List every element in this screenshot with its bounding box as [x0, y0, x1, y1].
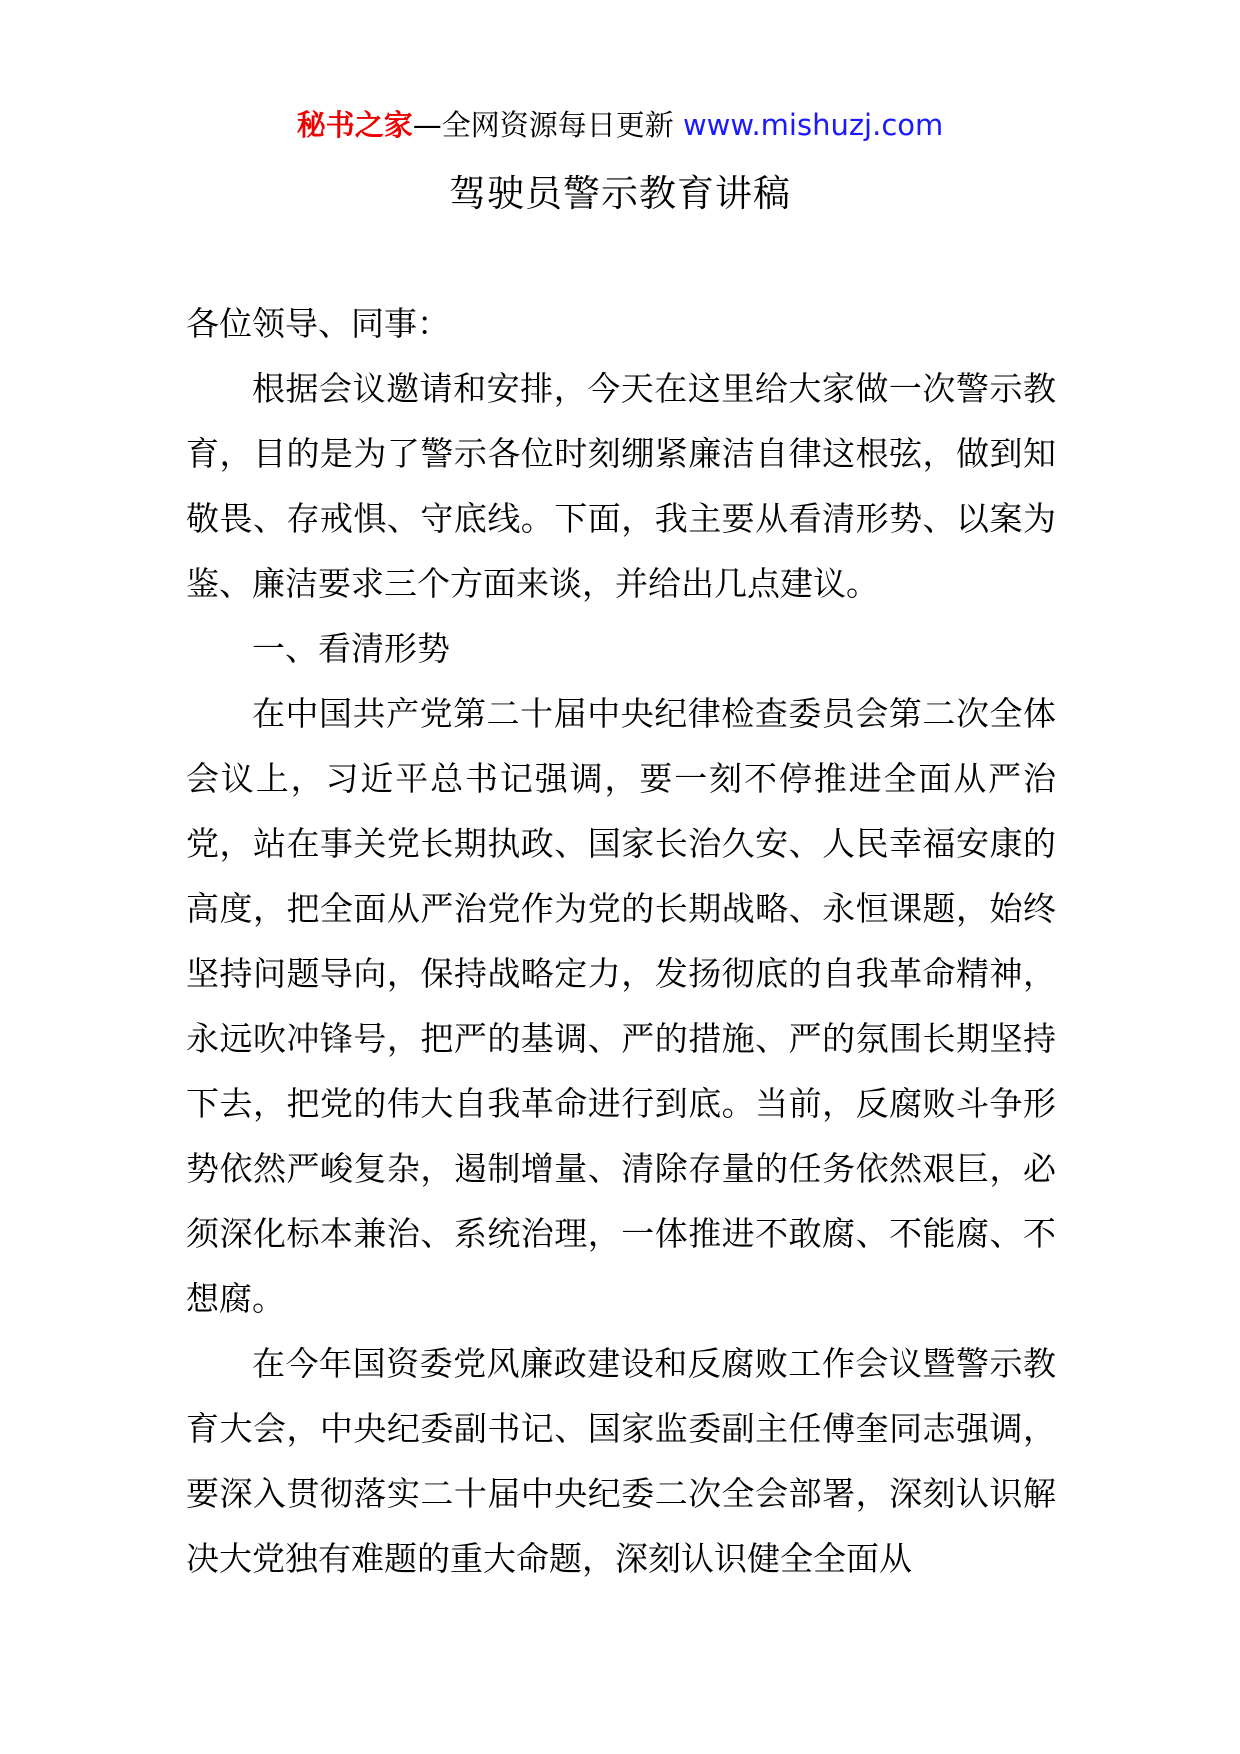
site-tagline: —全网资源每日更新: [412, 108, 683, 142]
site-brand: 秘书之家: [296, 108, 413, 142]
paragraph-intro: 根据会议邀请和安排，今天在这里给大家做一次警示教育，目的是为了警示各位时刻绷紧廉洁自律这根弦，做到知敬畏、存戒惧、守底线。下面，我主要从看清形势、以案为鉴、廉洁要求三个方面来谈，并给出几点建议。: [186, 369, 1056, 603]
paragraph-sasac-meeting: 在今年国资委党风廉政建设和反腐败工作会议暨警示教育大会，中央纪委副书记、国家监委副主任傅奎同志强调，要深入贯彻落实二十届中央纪委二次全会部署，深刻认识解决大党独有难题的重大命题，深刻认识健全全面从: [186, 1344, 1056, 1578]
section-heading-1: 一、看清形势: [252, 629, 450, 668]
site-url-link[interactable]: www.mishuzj.com: [682, 108, 944, 142]
site-header: [0, 103, 1240, 147]
document-body: [186, 291, 1056, 1591]
paragraph-situation: 在中国共产党第二十届中央纪律检查委员会第二次全体会议上，习近平总书记强调，要一刻不停推进全面从严治党，站在事关党长期执政、国家长治久安、人民幸福安康的高度，把全面从严治党作为党的长期战略、永恒课题，始终坚持问题导向，保持战略定力，发扬彻底的自我革命精神，永远吹冲锋号，把严的基调、严的措施、严的氛围长期坚持下去，把党的伟大自我革命进行到底。当前，反腐败斗争形势依然严峻复杂，遏制增量、清除存量的任务依然艰巨，必须深化标本兼治、系统治理，一体推进不敢腐、不能腐、不想腐。: [186, 694, 1056, 1318]
document-title: 驾驶员警示教育讲稿: [449, 172, 791, 215]
greeting: 各位领导、同事：: [186, 304, 450, 343]
